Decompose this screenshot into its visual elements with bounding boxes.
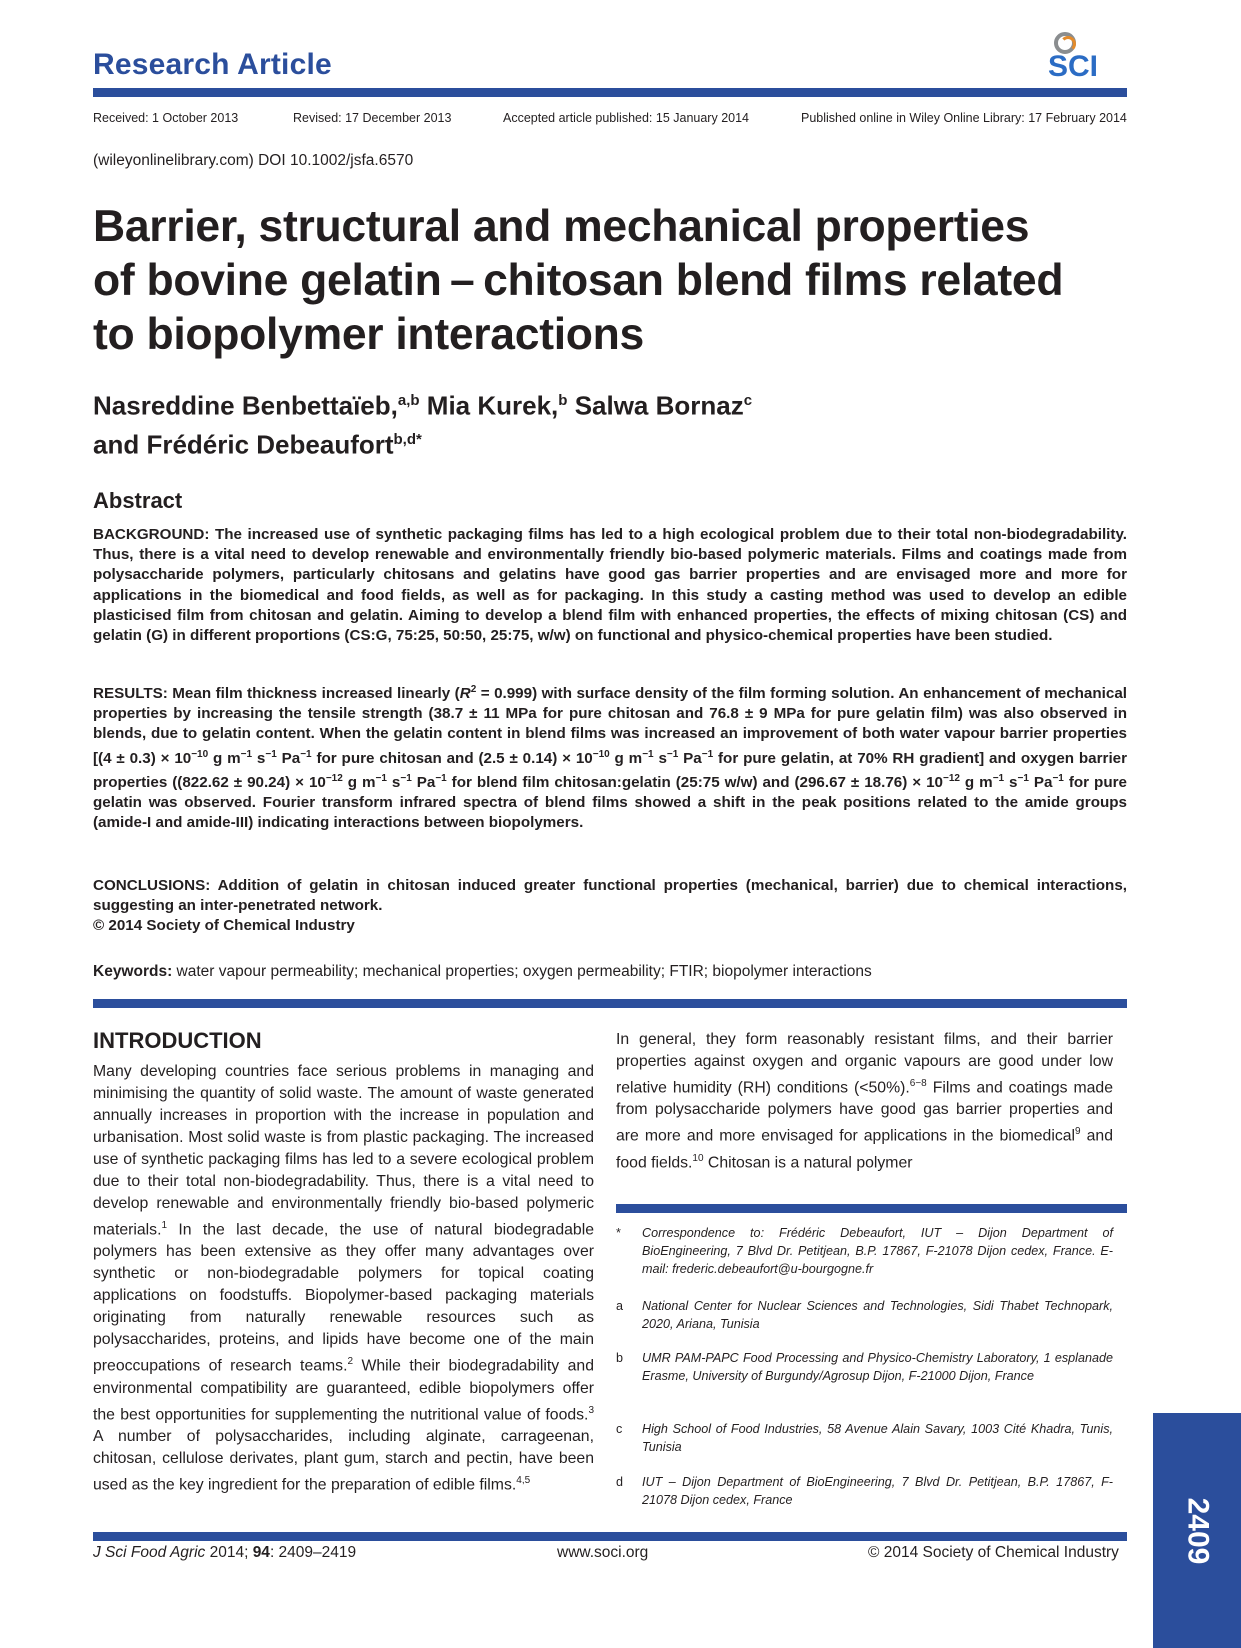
title-line: to biopolymer interactions [93,310,644,359]
footnote-text: Correspondence to: Frédéric Debeaufort, IUT – Dijon Department of BioEngineering, 7 Blvd Dr. Petitjean, B.P. 17867, F-21078 Dijon cedex, France. E-mail: frederic.debeaufort@u-bourgogne.fr [642,1226,1113,1276]
footer-rule [93,1532,1127,1541]
footnote-text: High School of Food Industries, 58 Avenue Alain Savary, 1003 Cité Khadra, Tunis, Tunisia [642,1422,1113,1454]
conclusions-text: CONCLUSIONS: Addition of gelatin in chitosan induced greater functional properties (mechanical, barrier) due to chemical interactions, suggesting an inter-penetrated network. [93,877,1127,915]
footnote-text: IUT – Dijon Department of BioEngineering, 7 Blvd Dr. Petitjean, B.P. 17867, F-21078 Dijon cedex, France [642,1475,1113,1507]
accepted-date: Accepted article published: 15 January 2014 [503,111,749,125]
footnote-affiliation-b [616,1349,1113,1385]
author-affiliation: b [558,392,568,409]
doi-line[interactable]: (wileyonlinelibrary.com) DOI 10.1002/jsfa.6570 [93,152,414,169]
published-date: Published online in Wiley Online Library: 17 February 2014 [801,111,1127,125]
intro-right-column: In general, they form reasonably resistant films, and their barrier properties against oxygen and organic vapours are good under low relative humidity (RH) conditions (<50%).$^{6-8}$ Films and coatings made from polysaccharide polymers have good gas barrier properties and are more and more envisaged for applications in the biomedical$^9$ and food fields.$^{10}$ Chitosan is a natural polymer [616,1031,1113,1171]
author-name: Nasreddine Benbettaïeb, [93,390,398,421]
website-link[interactable]: www.soci.org [557,1544,649,1561]
author-list [93,384,1093,461]
footnote-affiliation-d [616,1473,1113,1509]
footnote-mark: a [616,1299,624,1313]
reference-link[interactable]: 10 [692,1152,704,1164]
journal-label: Research Article [93,48,332,81]
footnote-correspondence [616,1224,1113,1278]
footnote-mark: b [616,1351,624,1365]
keywords-list: water vapour permeability; mechanical properties; oxygen permeability; FTIR; biopolymer interactions [172,963,872,980]
introduction-heading: INTRODUCTION [93,1028,262,1053]
title-line: of bovine gelatin – chitosan blend films related [93,256,1064,305]
abstract-background: BACKGROUND: The increased use of synthetic packaging films has led to a high ecological problem due to their total non-biodegradability. Thus, there is a vital need to develop renewable and environmentally friendly bio-based polymeric materials. Films and coatings made from polysaccharide polymers, particularly chitosans and gelatins have good gas barrier properties and are envisaged more and more for applications in the biomedical and food fields, as well as for packaging. In this study a casting method was used to develop an edible plasticised film from chitosan and gelatin. Aiming to develop a blend film with enhanced properties, the effects of mixing chitosan (CS) and gelatin (G) in different proportions (CS:G, 75:25, 50:50, 25:75, w/w) on functional and physico-chemical properties have been studied. [93,526,1127,645]
reference-link[interactable]: 9 [1075,1126,1081,1138]
keywords-label: Keywords: [93,963,173,980]
footnote-mark: c [616,1422,623,1436]
sci-logo [1046,28,1136,84]
reference-link[interactable]: 1 [161,1220,168,1231]
footnote-text: UMR PAM-PAPC Food Processing and Physico-Chemistry Laboratory, 1 esplanade Erasme, University of Burgundy/Agrosup Dijon, F-21000 Dijon, France [642,1351,1113,1383]
footnote-text: National Center for Nuclear Sciences and Technologies, Sidi Thabet Technopark, 2020, Ariana, Tunisia [642,1299,1113,1331]
title-line: Barrier, structural and mechanical properties [93,202,1030,251]
footnote-affiliation-a [616,1297,1113,1333]
author-name: Mia Kurek, [426,390,559,421]
abstract-conclusions [93,876,1127,937]
footer-copyright: © 2014 Society of Chemical Industry [868,1544,1119,1561]
author-name: Salwa Bornaz [574,390,744,421]
abstract-rule [93,999,1127,1008]
logo-text: SCI [1048,50,1099,83]
author-affiliation: c [743,392,753,409]
reference-link[interactable]: 6−8 [909,1078,927,1089]
header-rule [93,88,1127,97]
journal-citation: J Sci Food Agric 2014; 94: 2409–2419 [93,1544,357,1561]
author-affiliation: a,b [397,392,420,409]
footnote-rule [616,1204,1127,1213]
received-date: Received: 1 October 2013 [93,111,239,125]
page-number: 2409 [1181,1497,1214,1564]
footnote-mark: * [616,1226,621,1240]
revised-date: Revised: 17 December 2013 [293,111,452,125]
reference-link[interactable]: 3 [588,1404,594,1416]
intro-left-column: Many developing countries face serious problems in managing and minimising the quantity of solid waste. The amount of waste generated annually increases in proportion with the increase in population and urbanisation. Most solid waste is from plastic packaging. The increased use of synthetic packaging films has led to a severe ecological problem due to their total non-biodegradability. Thus, there is a vital need to develop renewable and environmentally friendly bio-based polymeric materials.$^1$ In the last decade, the use of natural biodegradable polymers has been extensive as they offer many advantages over synthetic or non-biodegradable polymers for topical coating applications on foodstuffs. Biopolymer-based packaging materials originating from naturally renewable resources such as polysaccharides, proteins, and lipids have become one of the main preoccupations of research teams.$^2$ While their biodegradability and environmental compatibility are guaranteed, edible biopolymers offer the best opportunities for supplementing the nutritional value of foods.$^3$ A number of polysaccharides, including alginate, carrageenan, chitosan, cellulose derivates, plant gum, starch and pectin, have been used as the key ingredient for the preparation of edible films.$^{4,5}$ [93,1063,594,1494]
abstract-copyright: © 2014 Society of Chemical Industry [93,917,355,935]
footnote-affiliation-c [616,1420,1113,1456]
page-number-tab [1153,1413,1241,1648]
journal-volume: 94 [252,1544,270,1561]
reference-link[interactable]: 2 [347,1356,354,1368]
article-title [93,200,1153,362]
author-affiliation: b,d* [393,430,422,448]
journal-name: J Sci Food Agric [93,1544,206,1561]
reference-link[interactable]: 4,5 [516,1474,531,1486]
footnote-mark: d [616,1475,624,1489]
author-name: and Frédéric Debeaufort [93,429,394,460]
keywords [93,963,872,981]
abstract-results: RESULTS: Mean film thickness increased linearly $(R^2 = 0.999)$ with surface density of the film forming solution. An enhancement of mechanical properties by increasing the tensile strength (38.7 ± 11 MPa for pure chitosan and 76.8 ± 9 MPa for pure gelatin film) was also observed in blends, due to gelatin content. When the gelatin content in blend films was increased an improvement of both water vapour barrier properties [$(4 \pm 0.3) \times 10^{-10}$ g $m^{-1}$ $s^{-1}$ $Pa^{-1}$ for pure chitosan and $(2.5 \pm 0.14) \times 10^{-10}$ g $m^{-1}$ $s^{-1}$ $Pa^{-1}$ for pure gelatin, at 70% RH gradient] and oxygen barrier properties ($(822.62 \pm 90.24) \times 10^{-12}$ g $m^{-1}$ $s^{-1}$ $Pa^{-1}$ for blend film chitosan:gelatin (25:75 w/w) and $(296.67 \pm 18.76) \times 10^{-12}$ g $m^{-1}$ $s^{-1}$ $Pa^{-1}$ for pure gelatin was observed. Fourier transform infrared spectra of blend films showed a shift in the peak positions related to the amide groups (amide-I and amide-III) indicating interactions between biopolymers. [93,684,1128,832]
abstract-heading: Abstract [93,488,183,513]
